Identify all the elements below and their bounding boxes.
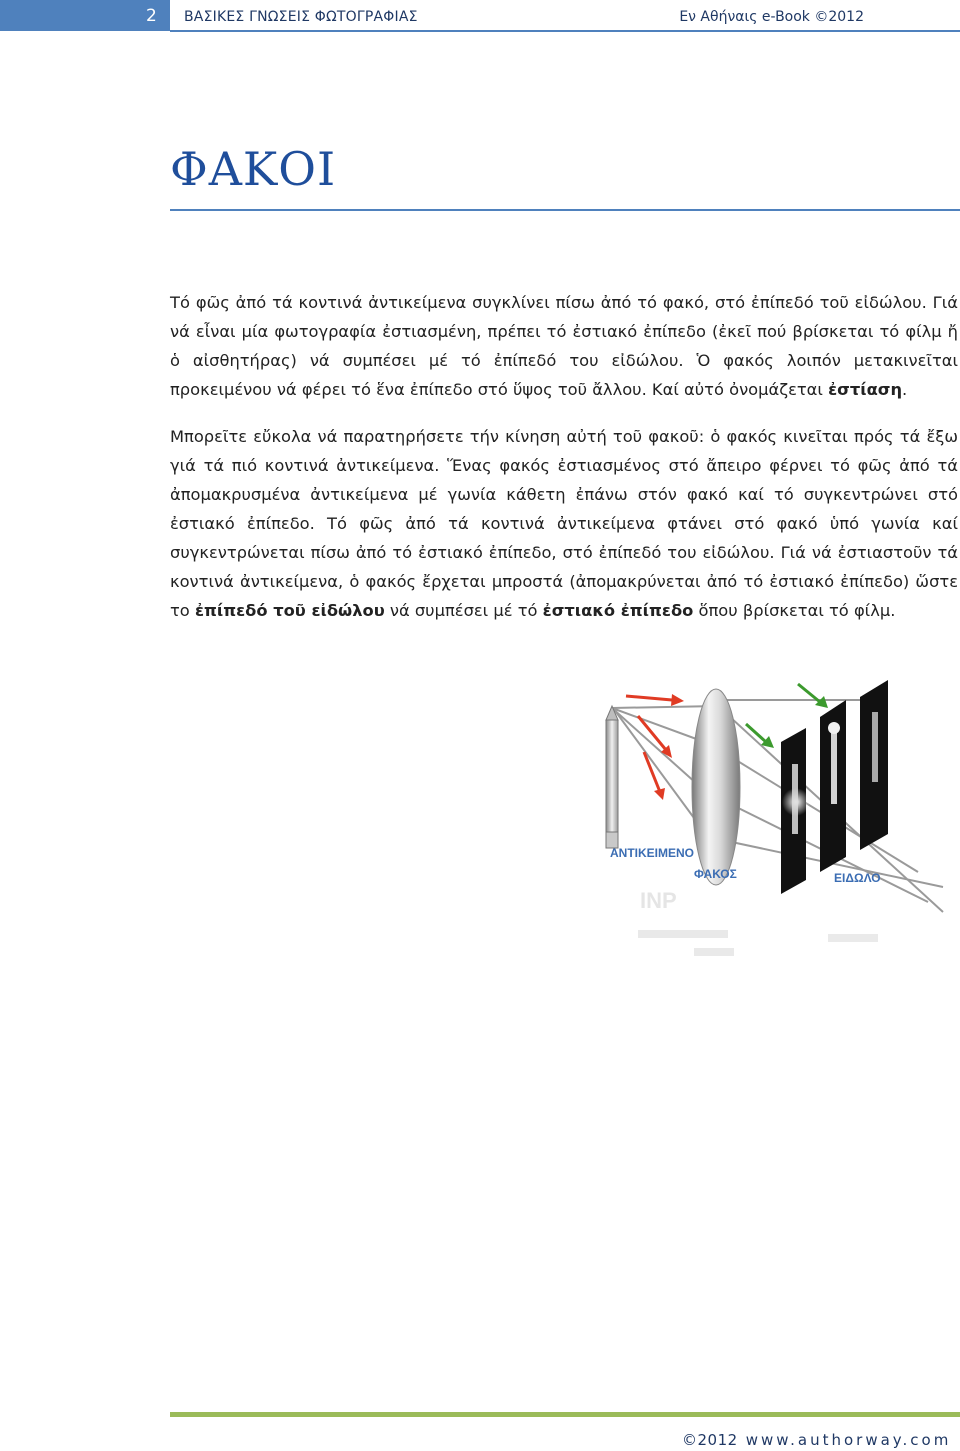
lens-shape — [692, 689, 740, 885]
page-header — [0, 0, 960, 32]
chapter-title: ΦΑΚΟΙ — [170, 142, 337, 196]
image-planes — [781, 680, 888, 894]
watermark-text: INP — [640, 888, 677, 913]
term-image-plane: ἐπίπεδό τοῦ εἰδώλου — [194, 601, 385, 620]
paragraph-1 — [170, 288, 958, 404]
footer-copyright: ©2012 — [682, 1431, 738, 1449]
paragraph-1-end: . — [902, 380, 908, 399]
object-pencil — [606, 706, 618, 848]
label-lens: ΦΑΚΟΣ — [694, 867, 737, 881]
paragraph-2-part3: ὅπου βρίσκεται τό φίλμ. — [693, 601, 896, 620]
book-title: ΒΑΣΙΚΕΣ ΓΝΩΣΕΙΣ ΦΩΤΟΓΡΑΦΙΑΣ — [184, 9, 418, 25]
label-image: ΕΙΔΩΛΟ — [834, 871, 881, 885]
label-object: ΑΝΤΙΚΕΙΜΕΝΟ — [610, 846, 694, 860]
paragraph-1-text: Τό φῶς ἀπό τά κοντινά ἀντικείμενα συγκλίνει πίσω ἀπό τό φακό, στό ἐπίπεδό τοῦ εἰδώλου. Γιά νά εἶναι μία φωτογραφία ἐστιασμένη, πρέπει τό ἐστιακό ἐπίπεδο (ἐκεῖ πού βρίσκεται τό φίλμ ἤ ὁ αἰσθητήρας) νά συμπέσει μέ τό ἐπίπεδό του εἰδώλου. Ὁ φακός λοιπόν μετακινεῖται προκειμένου νά φέρει τό ἕνα ἐπίπεδο στό ὕψος τοῦ ἄλλου. Καί αὐτό ὀνομάζεται — [170, 293, 958, 399]
footer-website[interactable]: www.authorway.com — [745, 1431, 952, 1449]
light-rays — [612, 700, 943, 912]
header-edition: Εν Αθήναις e-Book ©2012 — [679, 9, 864, 25]
lens-focus-figure — [598, 672, 950, 962]
paragraph-2-part2: νά συμπέσει μέ τό — [384, 601, 543, 620]
term-focus: ἐστίαση — [828, 380, 903, 399]
header-rule — [170, 30, 960, 32]
page-footer — [682, 1431, 951, 1449]
page-number-box — [0, 0, 170, 31]
term-focal-plane: ἐστιακό ἐπίπεδο — [542, 601, 694, 620]
lens-diagram — [598, 672, 950, 962]
chapter-rule — [170, 209, 960, 211]
figure-reflection — [638, 888, 878, 956]
paragraph-2 — [170, 422, 958, 625]
paragraph-2-part1: Μπορεῖτε εὔκολα νά παρατηρήσετε τήν κίνηση αὐτή τοῦ φακοῦ: ὁ φακός κινεῖται πρός τά ἔξω γιά τά πιό κοντινά ἀντικείμενα. Ἕνας φακός ἐστιασμένος στό ἄπειρο φέρνει τό φῶς ἀπό τά ἀπομακρυσμένα ἀντικείμενα μέ γωνία κάθετη ἐπάνω στόν φακό καί τό συγκεντρώνει στό ἐστιακό ἐπίπεδο. Τό φῶς ἀπό τά κοντινά ἀντικείμενα φτάνει στό φακό ὑπό γωνία καί συγκεντρώνεται πίσω ἀπό τό ἐστιακό ἐπίπεδο, στό ἐπίπεδό του εἰδώλου. Γιά νά ἐστιαστοῦν τά κοντινά ἀντικείμενα, ὁ φακός ἔρχεται μπροστά (ἀπομακρύνεται ἀπό τό ἐστιακό ἐπίπεδο) ὥστε το — [170, 427, 958, 620]
page-number: 2 — [146, 6, 157, 26]
footer-rule — [170, 1412, 960, 1417]
